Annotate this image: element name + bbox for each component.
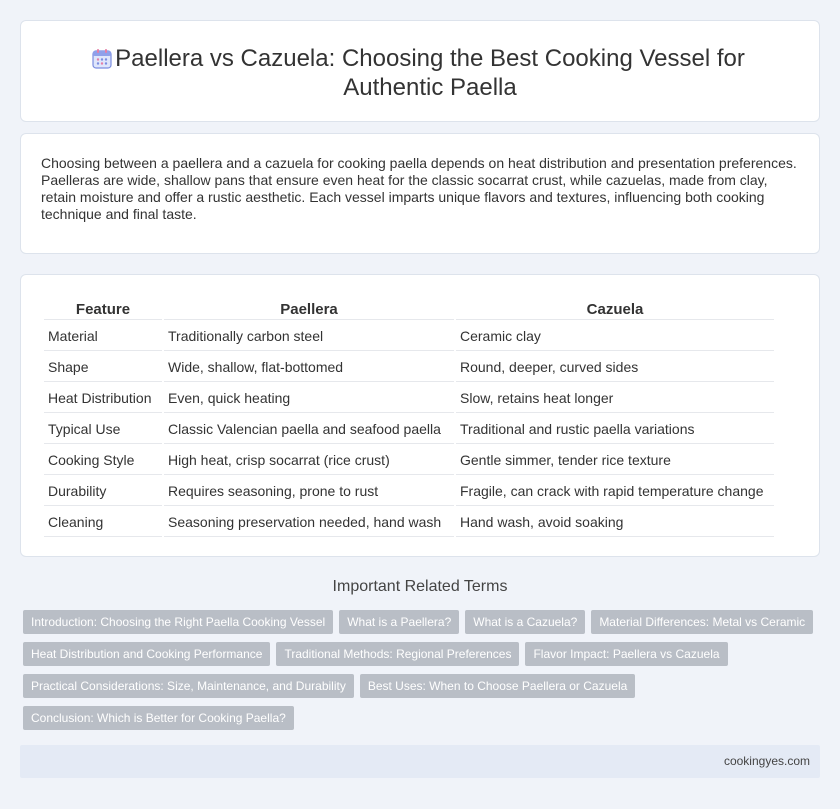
table-row: [44, 322, 774, 351]
table-cell-paellera: Even, quick heating: [164, 384, 454, 413]
term-tag[interactable]: Practical Considerations: Size, Maintenance, and Durability: [23, 674, 354, 698]
footer: [20, 745, 820, 778]
header-paellera: Paellera: [164, 296, 454, 320]
table-row: [44, 446, 774, 475]
table-cell-paellera: Traditionally carbon steel: [164, 322, 454, 351]
table-cell-cazuela: Round, deeper, curved sides: [456, 353, 774, 382]
table-cell-feature: Shape: [44, 353, 162, 382]
related-terms-title: Important Related Terms: [332, 578, 508, 595]
term-tag[interactable]: What is a Cazuela?: [465, 610, 585, 634]
comparison-card: [20, 274, 820, 557]
table-row: [44, 384, 774, 413]
intro-card: [20, 133, 820, 254]
term-tag[interactable]: Introduction: Choosing the Right Paella Cooking Vessel: [23, 610, 333, 634]
table-cell-feature: Material: [44, 322, 162, 351]
term-tag[interactable]: Best Uses: When to Choose Paellera or Cazuela: [360, 674, 635, 698]
table-row: [44, 477, 774, 506]
table-cell-paellera: High heat, crisp socarrat (rice crust): [164, 446, 454, 475]
table-cell-feature: Typical Use: [44, 415, 162, 444]
table-row: [44, 415, 774, 444]
table-cell-feature: Heat Distribution: [44, 384, 162, 413]
table-cell-cazuela: Slow, retains heat longer: [456, 384, 774, 413]
table-cell-paellera: Classic Valencian paella and seafood paella: [164, 415, 454, 444]
comparison-table: [42, 294, 776, 539]
table-cell-cazuela: Hand wash, avoid soaking: [456, 508, 774, 537]
term-tag[interactable]: Conclusion: Which is Better for Cooking Paella?: [23, 706, 294, 730]
table-row: [44, 353, 774, 382]
table-cell-cazuela: Fragile, can crack with rapid temperature change: [456, 477, 774, 506]
table-cell-paellera: Requires seasoning, prone to rust: [164, 477, 454, 506]
table-cell-paellera: Seasoning preservation needed, hand wash: [164, 508, 454, 537]
table-cell-feature: Cleaning: [44, 508, 162, 537]
related-terms-list: [23, 610, 823, 738]
term-tag[interactable]: What is a Paellera?: [339, 610, 459, 634]
table-cell-paellera: Wide, shallow, flat-bottomed: [164, 353, 454, 382]
header-cazuela: Cazuela: [456, 296, 774, 320]
table-cell-feature: Cooking Style: [44, 446, 162, 475]
term-tag[interactable]: Traditional Methods: Regional Preferences: [276, 642, 519, 666]
term-tag[interactable]: Heat Distribution and Cooking Performance: [23, 642, 270, 666]
page-title: Paellera vs Cazuela: Choosing the Best Cooking Vessel for Authentic Paella: [115, 45, 745, 101]
table-header-row: [44, 296, 774, 320]
footer-site-link[interactable]: cookingyes.com: [723, 754, 810, 768]
term-tag[interactable]: Flavor Impact: Paellera vs Cazuela: [525, 642, 727, 666]
table-cell-cazuela: Traditional and rustic paella variations: [456, 415, 774, 444]
table-cell-feature: Durability: [44, 477, 162, 506]
table-row: [44, 508, 774, 537]
term-tag[interactable]: Material Differences: Metal vs Ceramic: [591, 610, 813, 634]
intro-paragraph: Choosing between a paellera and a cazuela for cooking paella depends on heat distribution and presentation preferences. Paelleras are wide, shallow pans that ensure even heat for the classic socarrat crust, while cazuelas, made from clay, retain moisture and offer a rustic aesthetic. Each vessel imparts unique flavors and textures, influencing both cooking technique and final taste.: [41, 155, 797, 222]
header-feature: Feature: [44, 296, 162, 320]
title-card: [20, 20, 820, 122]
table-cell-cazuela: Gentle simmer, tender rice texture: [456, 446, 774, 475]
table-cell-cazuela: Ceramic clay: [456, 322, 774, 351]
